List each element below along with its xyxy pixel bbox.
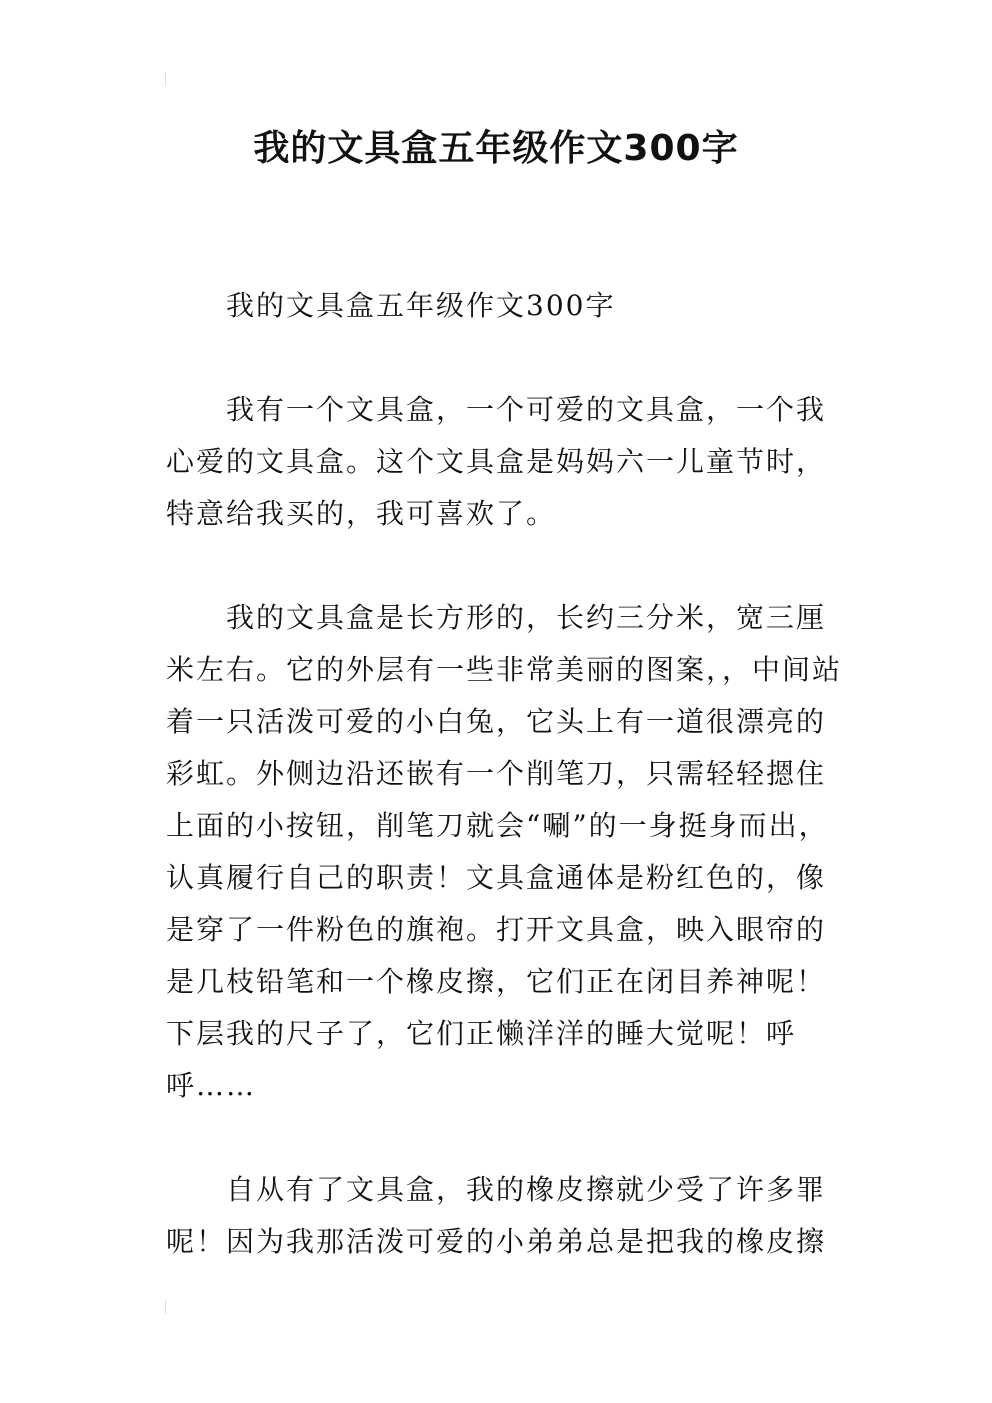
text-line: 心爱的文具盒。这个文具盒是妈妈六一儿童节时， (166, 445, 827, 478)
text-line: 是几枝铅笔和一个橡皮擦，它们正在闭目养神呢！ (166, 965, 827, 998)
text-line: 下层我的尺子了，它们正懒洋洋的睡大觉呢！呼 (166, 1017, 797, 1050)
document-body (166, 280, 846, 1320)
text-line: 是穿了一件粉色的旗袍。打开文具盒，映入眼帘的 (166, 913, 827, 946)
text-line: 着一只活泼可爱的小白兔，它头上有一道很漂亮的 (166, 705, 827, 738)
subtitle-paragraph (166, 280, 846, 332)
text-line: 米左右。它的外层有一些非常美丽的图案，，中间站 (166, 653, 843, 686)
text-line: 上面的小按钮，削笔刀就会“唰”的一身挺身而出， (166, 809, 829, 842)
text-line: 我的文具盒是长方形的，长约三分米，宽三厘 (226, 601, 827, 634)
text-line: 我有一个文具盒，一个可爱的文具盒，一个我 (226, 393, 827, 426)
text-line: 彩虹。外侧边沿还嵌有一个削笔刀，只需轻轻摁住 (166, 757, 827, 790)
document-title: 我的文具盒五年级作文300字 (253, 128, 739, 169)
paragraph-3 (166, 1164, 846, 1268)
text-line: 呼…… (166, 1069, 257, 1102)
subtitle: 我的文具盒五年级作文300字 (226, 289, 616, 322)
paragraph-1 (166, 384, 846, 540)
text-line: 特意给我买的，我可喜欢了。 (166, 497, 557, 530)
text-line: 呢！因为我那活泼可爱的小弟弟总是把我的橡皮擦 (166, 1225, 827, 1258)
paragraph-2 (166, 592, 846, 1112)
text-line: 认真履行自己的职责！文具盒通体是粉红色的，像 (166, 861, 827, 894)
text-line: 自从有了文具盒，我的橡皮擦就少受了许多罪 (226, 1173, 827, 1206)
page-margin-mark (165, 72, 166, 86)
